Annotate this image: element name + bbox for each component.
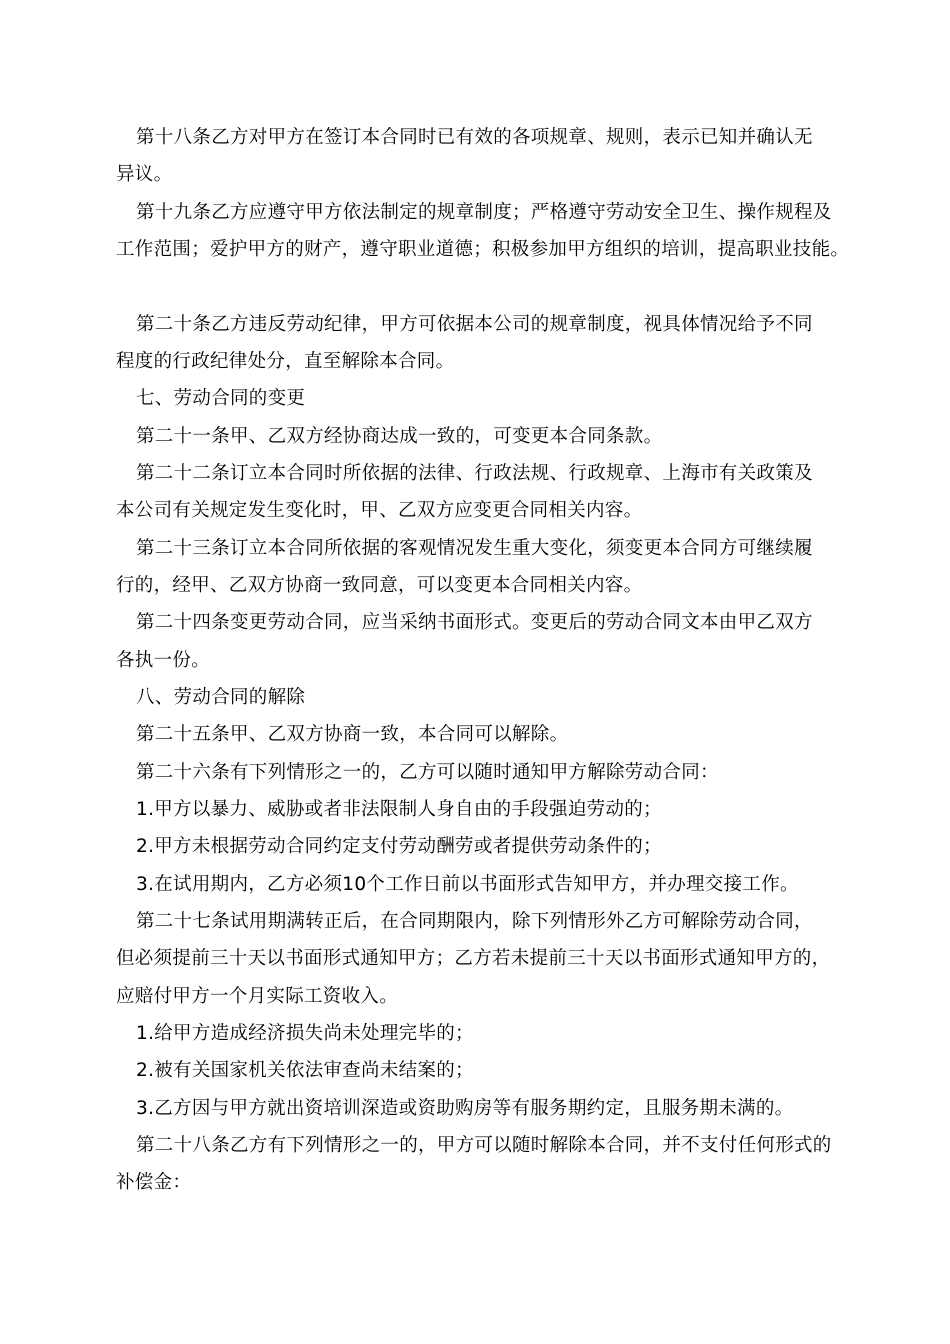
paragraph-line: 但必须提前三十天以书面形式通知甲方；乙方若未提前三十天以书面形式通知甲方的， [116, 948, 831, 969]
paragraph-line: 工作范围；爱护甲方的财产，遵守职业道德；积极参加甲方组织的培训，提高职业技能。 [116, 239, 850, 260]
list-item: 1.给甲方造成经济损失尚未处理完毕的； [136, 1023, 474, 1044]
paragraph-line: 行的，经甲、乙双方协商一致同意，可以变更本合同相关内容。 [116, 575, 643, 596]
list-item: 2.被有关国家机关依法审查尚未结案的； [136, 1060, 474, 1081]
section-heading: 八、劳动合同的解除 [136, 687, 306, 708]
paragraph-line: 程度的行政纪律处分，直至解除本合同。 [116, 351, 455, 372]
paragraph-line: 第二十六条有下列情形之一的，乙方可以随时通知甲方解除劳动合同： [136, 762, 719, 783]
list-item: 3.在试用期内，乙方必须10个工作日前以书面形式告知甲方，并办理交接工作。 [136, 874, 799, 895]
list-item: 2.甲方未根据劳动合同约定支付劳动酬劳或者提供劳动条件的； [136, 836, 662, 857]
paragraph-line: 第二十四条变更劳动合同，应当采纳书面形式。变更后的劳动合同文本由甲乙双方 [136, 612, 813, 633]
paragraph-line: 第十九条乙方应遵守甲方依法制定的规章制度；严格遵守劳动安全卫生、操作规程及 [136, 202, 832, 223]
paragraph-line: 补偿金： [116, 1172, 192, 1193]
paragraph-line: 各执一份。 [116, 650, 211, 671]
paragraph-line: 第二十二条订立本合同时所依据的法律、行政法规、行政规章、上海市有关政策及 [136, 463, 813, 484]
list-item: 3.乙方因与甲方就出资培训深造或资助购房等有服务期约定，且服务期未满的。 [136, 1098, 794, 1119]
paragraph-line: 第二十八条乙方有下列情形之一的，甲方可以随时解除本合同，并不支付任何形式的 [136, 1135, 832, 1156]
paragraph-line: 第二十五条甲、乙双方协商一致，本合同可以解除。 [136, 724, 569, 745]
paragraph-line: 第二十七条试用期满转正后，在合同期限内，除下列情形外乙方可解除劳动合同， [136, 911, 813, 932]
section-heading: 七、劳动合同的变更 [136, 388, 306, 409]
list-item: 1.甲方以暴力、威胁或者非法限制人身自由的手段强迫劳动的； [136, 799, 662, 820]
paragraph-line: 异议。 [116, 164, 173, 185]
paragraph-line: 第二十一条甲、乙双方经协商达成一致的，可变更本合同条款。 [136, 426, 663, 447]
paragraph-line: 第二十三条订立本合同所依据的客观情况发生重大变化，须变更本合同方可继续履 [136, 538, 813, 559]
paragraph-line: 第十八条乙方对甲方在签订本合同时已有效的各项规章、规则，表示已知并确认无 [136, 127, 813, 148]
paragraph-line: 应赔付甲方一个月实际工资收入。 [116, 986, 399, 1007]
paragraph-line: 本公司有关规定发生变化时，甲、乙双方应变更合同相关内容。 [116, 500, 643, 521]
paragraph-line: 第二十条乙方违反劳动纪律，甲方可依据本公司的规章制度，视具体情况给予不同 [136, 314, 813, 335]
